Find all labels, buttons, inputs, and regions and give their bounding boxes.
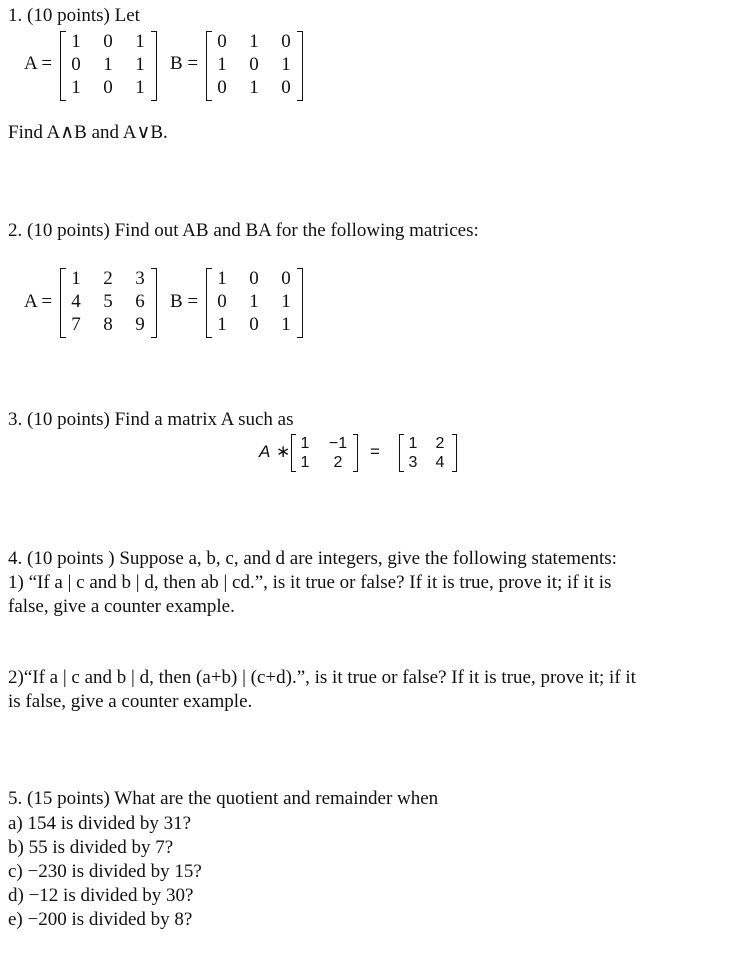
- matrix-cell: −1: [328, 435, 348, 452]
- matrix-cell: 1: [135, 54, 145, 75]
- problem3-A-symbol: A: [259, 442, 271, 461]
- problem2-matrixA: [60, 268, 157, 338]
- problem2-matrixA-label: A =: [24, 291, 53, 312]
- matrix-cell: 0: [249, 54, 259, 75]
- matrix-cell: 5: [103, 291, 113, 312]
- matrix-cell: 1: [249, 31, 259, 52]
- problem2-matrixB-label: B =: [170, 291, 199, 312]
- problem5-item-c: c) −230 is divided by 15?: [8, 861, 202, 882]
- matrix-cell: 1: [249, 77, 259, 98]
- matrix-cell: 2: [435, 435, 445, 452]
- matrix-cell: 0: [103, 31, 113, 52]
- problem4-header: 4. (10 points ) Suppose a, b, c, and d are integers, give the following statements:: [8, 548, 617, 569]
- problem5-header: 5. (15 points) What are the quotient and remainder when: [8, 788, 439, 809]
- matrix-cell: 1: [71, 77, 81, 98]
- matrix-cell: 1: [71, 268, 81, 289]
- problem4-part2-line2: is false, give a counter example.: [8, 691, 253, 712]
- matrix-cell: 0: [249, 314, 259, 335]
- problem4-part1-line1: 1) “If a | c and b | d, then ab | cd.”, is it true or false? If it is true, prove it; if it is: [8, 572, 612, 593]
- matrix-cell: 4: [435, 454, 445, 471]
- matrix-cell: 3: [408, 454, 418, 471]
- matrix-cell: 1: [71, 31, 81, 52]
- matrix-cell: 1: [135, 31, 145, 52]
- matrix-cell: 0: [281, 268, 291, 289]
- problem1-matrixB: [206, 31, 303, 101]
- matrix-cell: 0: [103, 77, 113, 98]
- matrix-cell: 0: [281, 77, 291, 98]
- matrix-cell: 1: [103, 54, 113, 75]
- problem3-right-matrix: [399, 434, 457, 472]
- matrix-cell: 1: [300, 454, 310, 471]
- matrix-cell: 8: [103, 314, 113, 335]
- problem5-item-d: d) −12 is divided by 30?: [8, 885, 194, 906]
- matrix-cell: 0: [217, 291, 227, 312]
- matrix-cell: 0: [281, 31, 291, 52]
- matrix-cell: 0: [249, 268, 259, 289]
- problem4-part1-line2: false, give a counter example.: [8, 596, 235, 617]
- problem5-item-e: e) −200 is divided by 8?: [8, 909, 193, 930]
- problem1-matrixA-label: A =: [24, 53, 53, 74]
- matrix-cell: 1: [135, 77, 145, 98]
- matrix-cell: 1: [217, 314, 227, 335]
- matrix-cell: 4: [71, 291, 81, 312]
- matrix-cell: 2: [103, 268, 113, 289]
- problem5-item-b: b) 55 is divided by 7?: [8, 837, 174, 858]
- problem1-matrixB-label: B =: [170, 53, 199, 74]
- matrix-cell: 1: [217, 268, 227, 289]
- matrix-cell: 0: [217, 31, 227, 52]
- matrix-cell: 6: [135, 291, 145, 312]
- matrix-cell: 1: [217, 54, 227, 75]
- matrix-cell: 1: [281, 54, 291, 75]
- matrix-cell: 0: [71, 54, 81, 75]
- problem2-matrixB: [206, 268, 303, 338]
- problem1-question: Find A∧B and A∨B.: [8, 122, 168, 143]
- problem3-times-operator: ∗: [276, 442, 291, 461]
- matrix-cell: 0: [217, 77, 227, 98]
- matrix-cell: 1: [408, 435, 418, 452]
- problem3-header: 3. (10 points) Find a matrix A such as: [8, 409, 294, 430]
- matrix-cell: 9: [135, 314, 145, 335]
- problem1-matrixA: [60, 31, 157, 101]
- problem5-item-a: a) 154 is divided by 31?: [8, 813, 192, 834]
- matrix-cell: 7: [71, 314, 81, 335]
- matrix-cell: 1: [281, 291, 291, 312]
- problem3-equals: =: [370, 442, 380, 461]
- matrix-cell: 2: [333, 454, 343, 471]
- matrix-cell: 1: [249, 291, 259, 312]
- problem3-left-matrix: [291, 434, 358, 472]
- problem1-header: 1. (10 points) Let: [8, 5, 140, 26]
- problem2-header: 2. (10 points) Find out AB and BA for the following matrices:: [8, 220, 479, 241]
- matrix-cell: 1: [300, 435, 310, 452]
- problem4-part2-line1: 2)“If a | c and b | d, then (a+b) | (c+d).”, is it true or false? If it is true, prove it; if it: [8, 667, 636, 688]
- matrix-cell: 3: [135, 268, 145, 289]
- matrix-cell: 1: [281, 314, 291, 335]
